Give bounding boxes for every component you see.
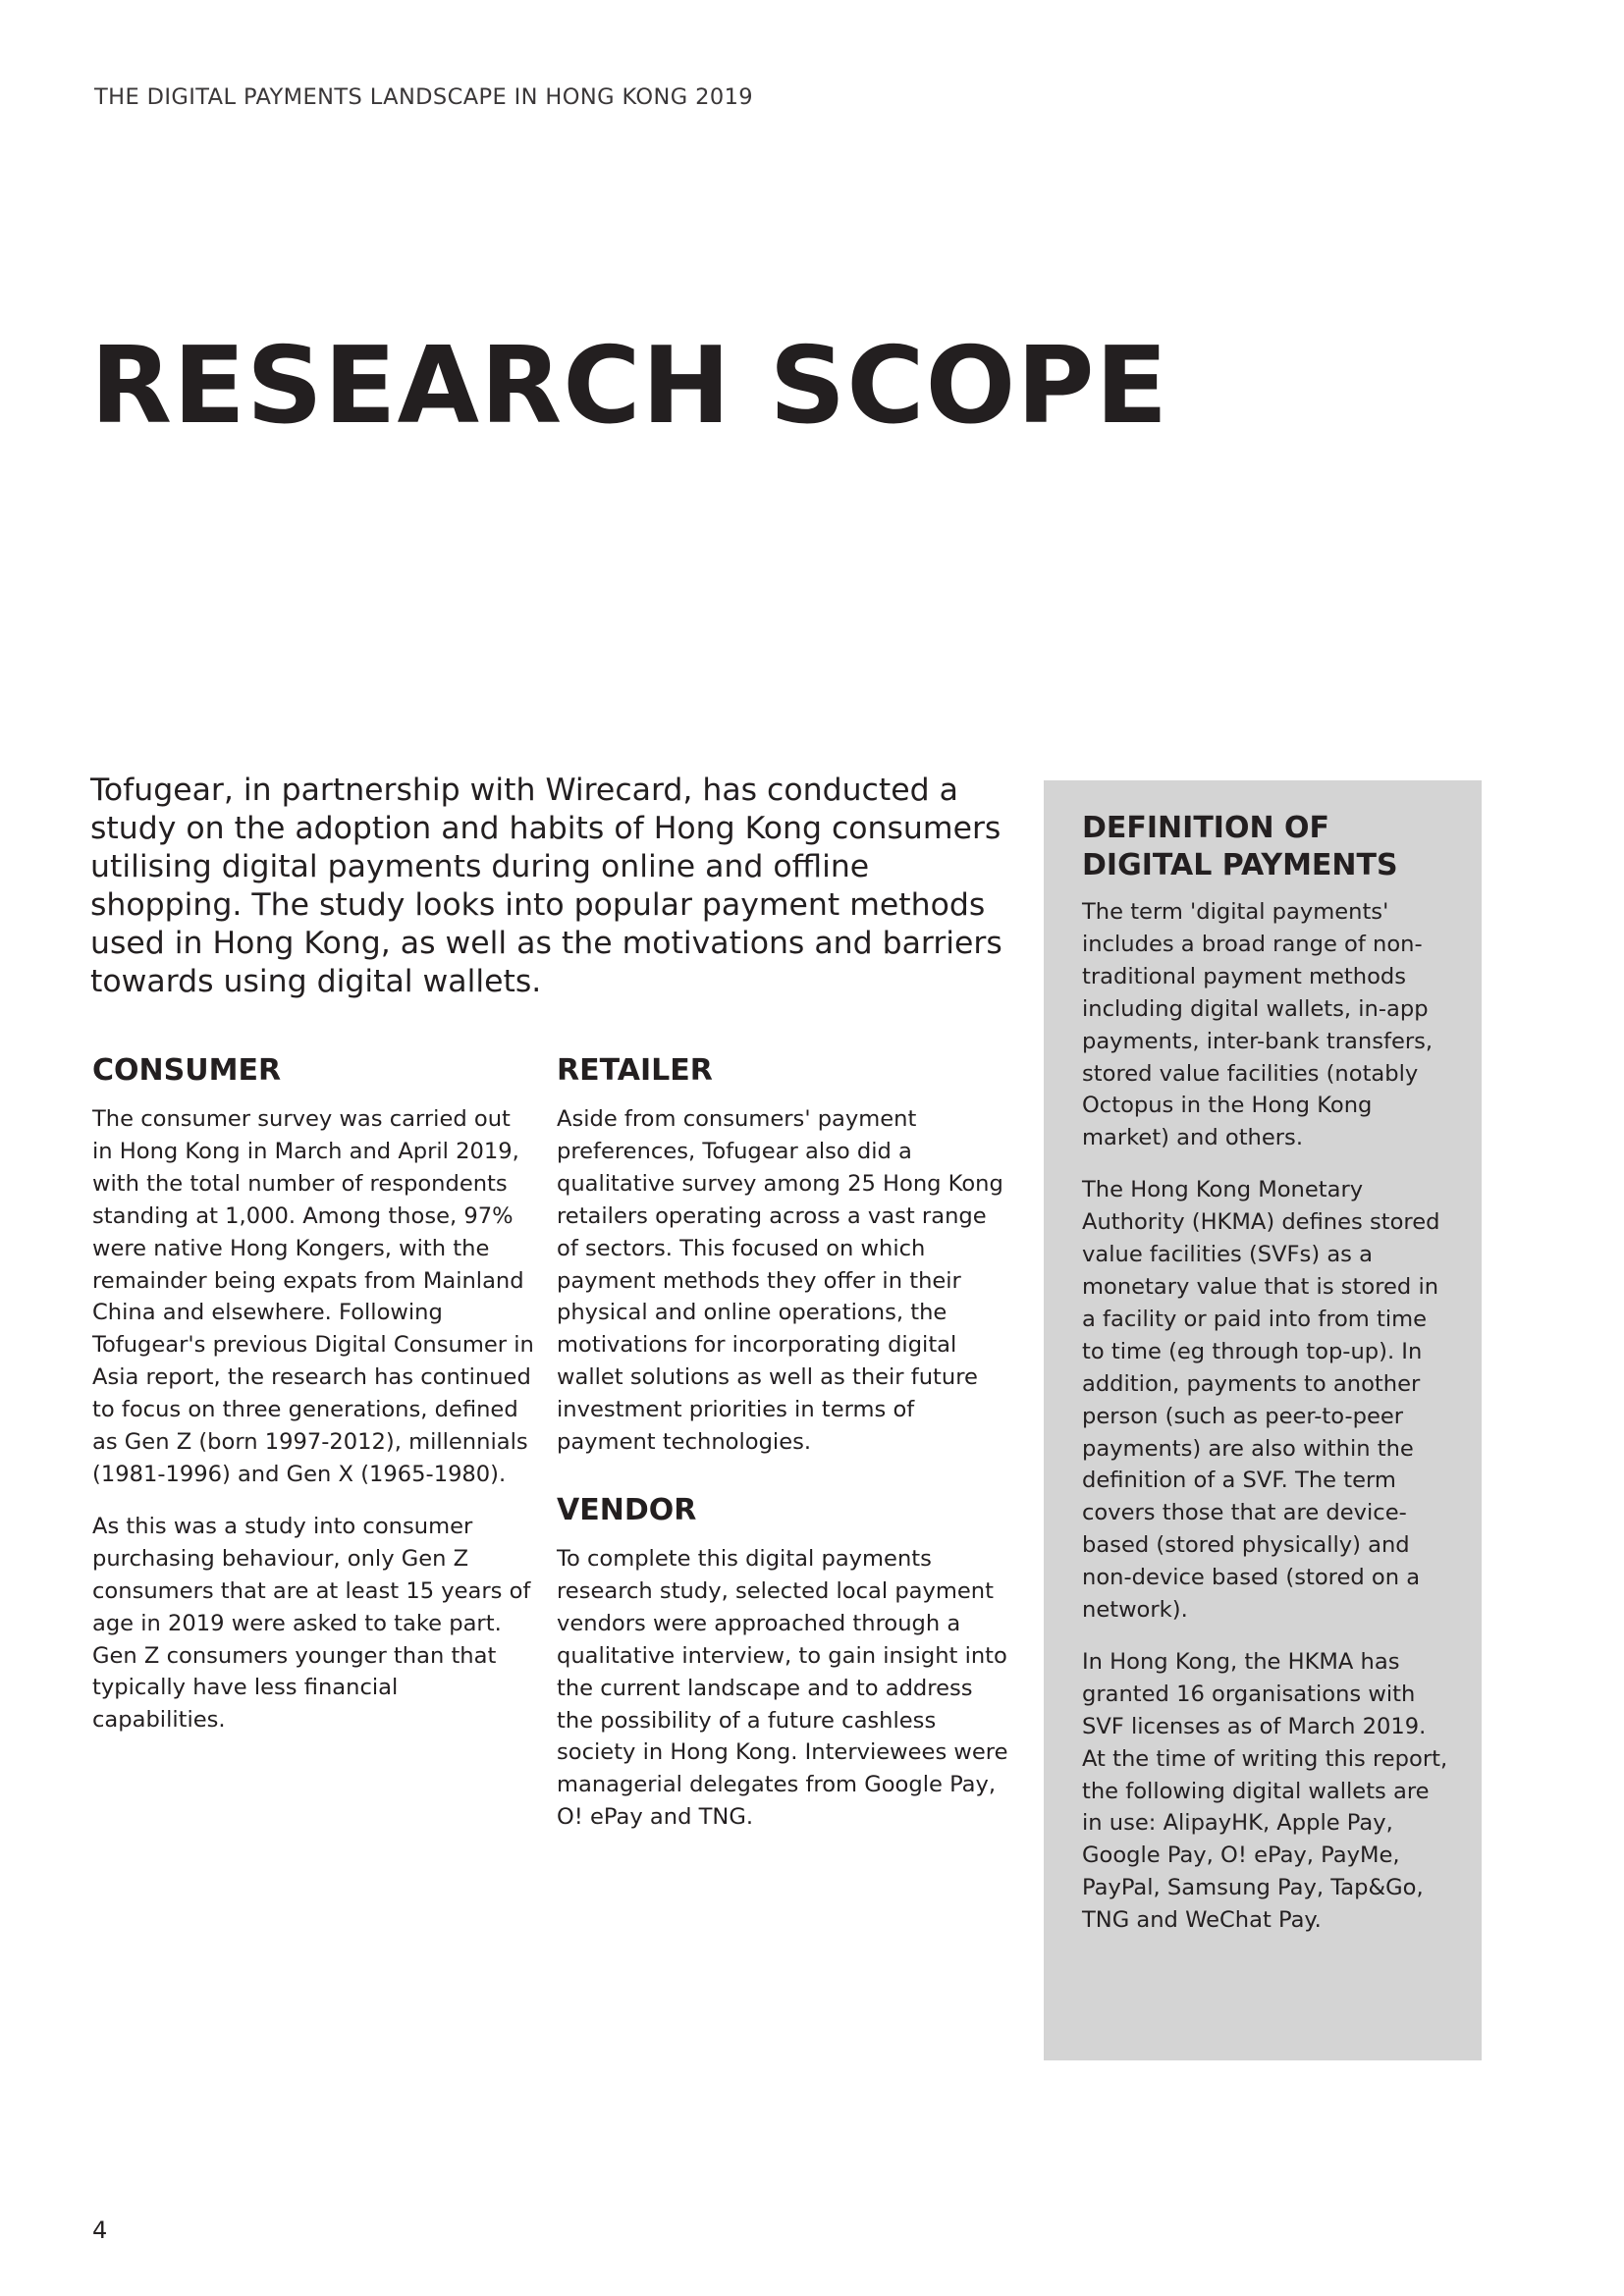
consumer-paragraph: The consumer survey was carried out in Hong Kong in March and April 2019, with the total number of respondents standing at 1,000. Among those, 97% were native Hong Kongers, with the remainder being expats from Mainland China and elsewhere. Following Tofugear's previous Digital Consumer in Asia report, the research has continued to focus on three generations, defined as Gen Z (born 1997-2012), millennials (1981-1996) and Gen X (1965-1980). (92, 1106, 534, 1487)
sidebar-heading-line: DIGITAL PAYMENTS (1082, 848, 1398, 882)
sidebar-paragraph: In Hong Kong, the HKMA has granted 16 organisations with SVF licenses as of March 2019. At the time of writing this report, the following digital wallets are in use: AlipayHK, Apple Pay, Google Pay, O! ePay, PayMe, PayPal, Samsung Pay, Tap&Go, TNG and WeChat Pay. (1082, 1648, 1448, 1934)
intro-paragraph: Tofugear, in partnership with Wirecard, has conducted a study on the adoption and habits of Hong Kong consumers utilising digital payments during online and offline shopping. The study looks into popular payment methods used in Hong Kong, as well as the motivations and barriers towards using digital wallets. (90, 773, 1002, 999)
running-header: THE DIGITAL PAYMENTS LANDSCAPE IN HONG KONG 2019 (94, 84, 753, 110)
sidebar-paragraph: The term 'digital payments' includes a broad range of non-traditional payment methods including digital wallets, in-app payments, inter-bank transfers, stored value facilities (notably Octopus in the Hong Kong market) and others. (1082, 899, 1434, 1151)
definition-sidebar (1044, 780, 1482, 2060)
consumer-section (92, 1052, 536, 1756)
sidebar-heading (1082, 810, 1452, 884)
consumer-heading: CONSUMER (92, 1053, 282, 1088)
consumer-paragraph: As this was a study into consumer purchasing behaviour, only Gen Z consumers that are at least 15 years of age in 2019 were asked to take part. Gen Z consumers younger than that typically have less financial capabilities. (92, 1513, 531, 1734)
sidebar-heading-line: DEFINITION OF (1082, 811, 1329, 845)
vendor-heading: VENDOR (557, 1492, 697, 1527)
retailer-paragraph: Aside from consumers' payment preferences, Tofugear also did a qualitative survey among 25 Hong Kong retailers operating across a vast range of sectors. This focused on which payment methods they offer in their physical and online operations, the motivations for incorporating digital wallet solutions as well as their future investment priorities in terms of payment technologies. (557, 1106, 1003, 1456)
retailer-heading: RETAILER (557, 1053, 713, 1088)
page-title: RESEARCH SCOPE (90, 325, 1169, 448)
page-number: 4 (92, 2216, 108, 2244)
sidebar-paragraph: The Hong Kong Monetary Authority (HKMA) defines stored value facilities (SVFs) as a monetary value that is stored in a facility or paid into from time to time (eg through top-up). In addition, payments to another person (such as peer-to-peer payments) are also within the definition of a SVF. The term covers those that are device-based (stored physically) and non-device based (stored on a network). (1082, 1177, 1440, 1624)
vendor-paragraph: To complete this digital payments research study, selected local payment vendors were approached through a qualitative interview, to gain insight into the current landscape and to address the possibility of a future cashless society in Hong Kong. Interviewees were managerial delegates from Google Pay, O! ePay and TNG. (557, 1545, 1008, 1831)
retailer-section (557, 1052, 1010, 1459)
vendor-section (557, 1492, 1010, 1834)
retailer-vendor-column (557, 1052, 1010, 1853)
